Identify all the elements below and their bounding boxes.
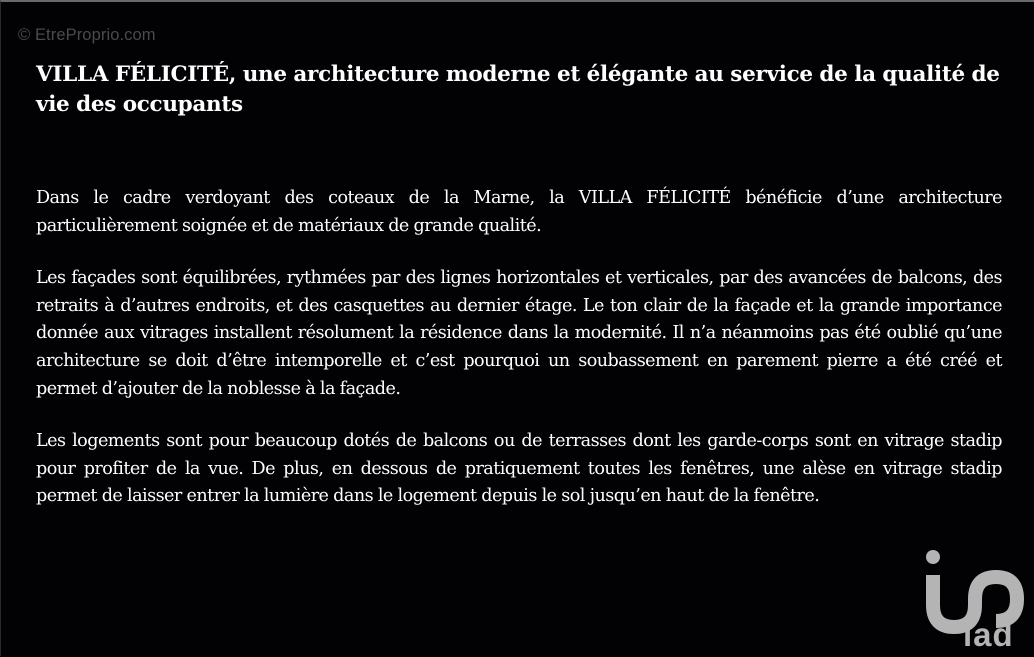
paragraph-facades: Les façades sont équilibrées, rythmées par des lignes horizontales et verticales, par des avancées de balcons, des retraits à d’autres endroits, et des casquettes au dernier étage. Le ton clair de la façade et la grande importance donnée aux vitrages installent résolument la résidence dans la modernité. Il n’a néanmoins pas été oublié qu’une architecture se doit d’être intemporelle et c’est pourquoi un soubassement en parement pierre a été créé et permet d’ajouter de la noblesse à la façade. <box>36 268 1002 399</box>
document-title: VILLA FÉLICITÉ, une architecture moderne et élégante au service de la qualité de vie des occupants <box>36 62 1000 117</box>
iad-logo-text: iad <box>963 616 1014 653</box>
document-body <box>36 185 1002 536</box>
paragraph-logements: Les logements sont pour beaucoup dotés de balcons ou de terrasses dont les garde-corps sont en vitrage stadip pour profiter de la vue. De plus, en dessous de pratiquement toutes les fenêtres, une alèse en vitrage stadip permet de laisser entrer la lumière dans le logement depuis le sol jusqu’en haut de la fenêtre. <box>36 431 1002 507</box>
paragraph-intro: Dans le cadre verdoyant des coteaux de la Marne, la VILLA FÉLICITÉ bénéficie d’une architecture particulièrement soignée et de matériaux de grande qualité. <box>36 188 1002 236</box>
watermark: © EtreProprio.com <box>18 26 156 44</box>
